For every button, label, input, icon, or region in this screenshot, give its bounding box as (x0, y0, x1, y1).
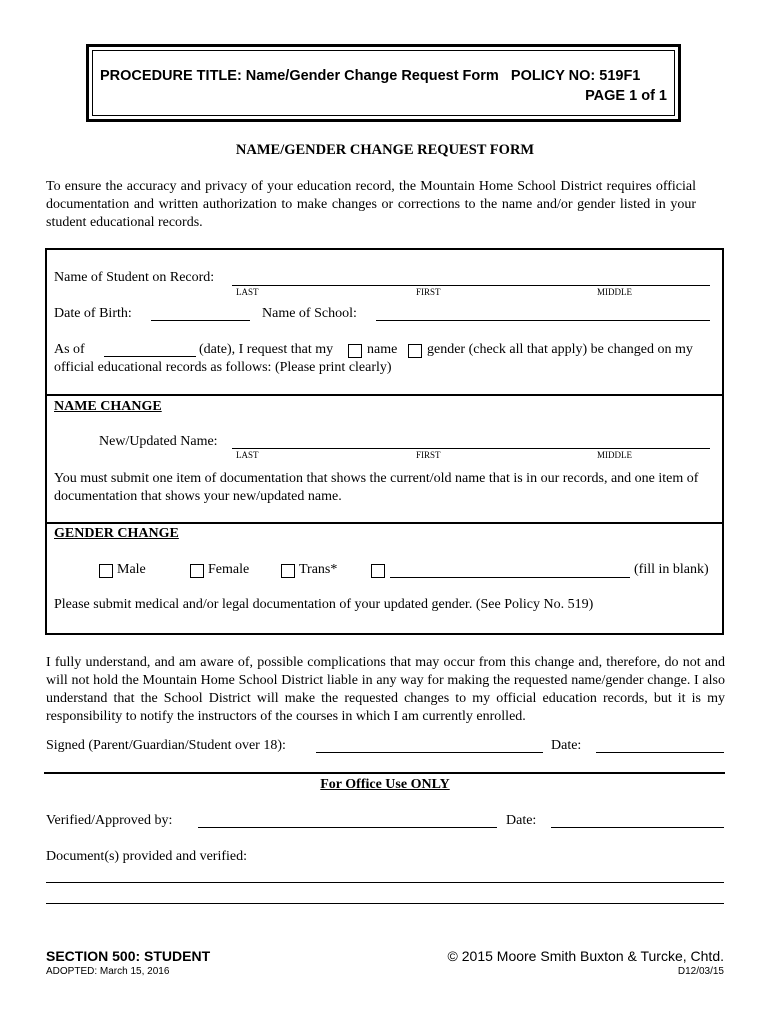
header-title-line (100, 68, 640, 84)
documents-line-2[interactable] (46, 903, 724, 904)
student-name-label: Name of Student on Record: (54, 270, 215, 285)
new-name-line[interactable] (232, 448, 710, 449)
new-last-caption: LAST (236, 450, 259, 460)
new-middle-caption: MIDDLE (597, 450, 632, 460)
policy-number: POLICY NO: 519F1 (510, 68, 641, 84)
header-box (86, 44, 681, 122)
student-last-caption: LAST (236, 287, 259, 297)
female-label: Female (208, 562, 250, 577)
gender-checkbox[interactable] (408, 344, 422, 358)
office-divider (44, 772, 725, 774)
signature-date-line[interactable] (596, 752, 724, 753)
office-use-heading: For Office Use ONLY (320, 777, 450, 792)
as-of-label: As of (54, 342, 85, 357)
header-inner-border (92, 50, 675, 116)
verified-line[interactable] (198, 827, 497, 828)
other-gender-checkbox[interactable] (371, 564, 385, 578)
gender-change-note: Please submit medical and/or legal documentation of your updated gender. (See Policy No. 519) (54, 597, 594, 612)
name-option-label: name (367, 342, 398, 357)
signed-label: Signed (Parent/Guardian/Student over 18): (46, 738, 286, 753)
as-of-date-line[interactable] (104, 356, 196, 357)
female-checkbox[interactable] (190, 564, 204, 578)
name-checkbox[interactable] (348, 344, 362, 358)
trans-checkbox[interactable] (281, 564, 295, 578)
documents-label: Document(s) provided and verified: (46, 849, 247, 864)
student-first-caption: FIRST (416, 287, 441, 297)
form-title: NAME/GENDER CHANGE REQUEST FORM (235, 142, 535, 158)
dob-label: Date of Birth: (54, 306, 132, 321)
footer-adopted: ADOPTED: March 15, 2016 (46, 966, 170, 977)
name-change-heading: NAME CHANGE (54, 399, 162, 414)
name-change-note: You must submit one item of documentation that shows the current/old name that is in our records, and one item of documentation that shows your new/updated name. (54, 471, 699, 504)
gender-option-label: gender (check all that apply) be changed on my (427, 342, 693, 357)
student-name-line[interactable] (232, 285, 710, 286)
other-gender-line[interactable] (390, 577, 630, 578)
understanding-paragraph: I fully understand, and am aware of, possible complications that may occur from this change and, therefore, do not and will not hold the Mountain Home School District liable in any way for making the requested name/gender change. I also understand that the School District will make the requested changes to my official education records, but it is my responsibility to notify the instructors of the courses in which I am currently enrolled. (46, 655, 725, 724)
student-middle-caption: MIDDLE (597, 287, 632, 297)
school-label: Name of School: (262, 306, 357, 321)
fill-in-blank-label: (fill in blank) (634, 562, 709, 577)
office-date-line[interactable] (551, 827, 724, 828)
request-line-2: official educational records as follows: (Please print clearly) (54, 360, 392, 375)
verified-label: Verified/Approved by: (46, 813, 173, 828)
dob-line[interactable] (151, 320, 250, 321)
procedure-title: PROCEDURE TITLE: Name/Gender Change Request Form (100, 68, 499, 84)
documents-line-1[interactable] (46, 882, 724, 883)
date-request-text: (date), I request that my (199, 342, 334, 357)
school-line[interactable] (376, 320, 710, 321)
signature-date-label: Date: (551, 738, 582, 753)
gender-change-heading: GENDER CHANGE (54, 526, 179, 541)
new-name-label: New/Updated Name: (99, 434, 218, 449)
page-number: PAGE 1 of 1 (585, 88, 667, 104)
section-divider (45, 394, 724, 396)
male-checkbox[interactable] (99, 564, 113, 578)
footer-section: SECTION 500: STUDENT (46, 948, 211, 964)
signature-line[interactable] (316, 752, 543, 753)
intro-paragraph: To ensure the accuracy and privacy of your education record, the Mountain Home School District requires official documentation and written authorization to make changes or corrections to the name and/or gender listed in your student educational records. (46, 179, 696, 230)
footer-copyright: © 2015 Moore Smith Buxton & Turcke, Chtd. (447, 948, 724, 964)
trans-label: Trans* (299, 562, 338, 577)
office-date-label: Date: (506, 813, 537, 828)
male-label: Male (117, 562, 146, 577)
new-first-caption: FIRST (416, 450, 441, 460)
section-divider (45, 522, 724, 524)
footer-code: D12/03/15 (677, 966, 724, 977)
